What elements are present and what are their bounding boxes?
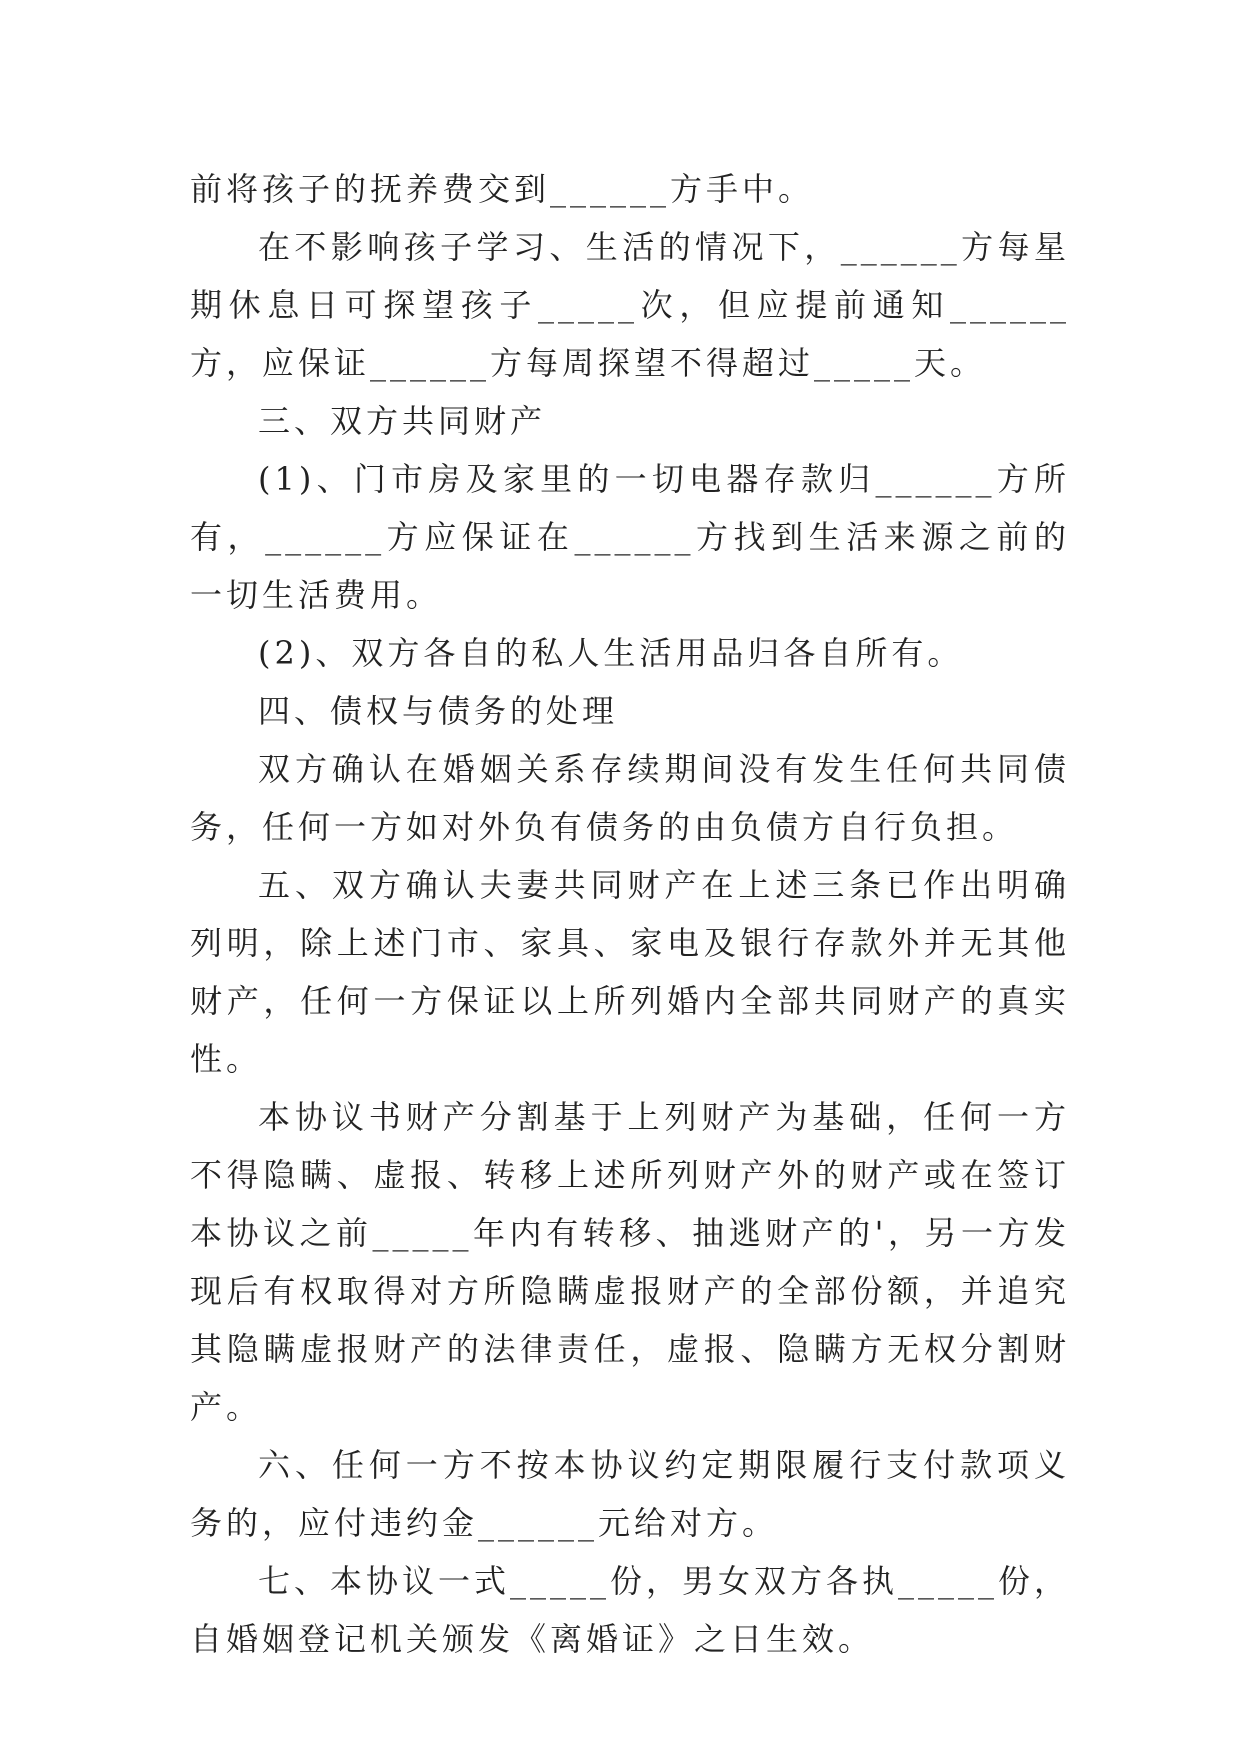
paragraph-section-seven: 七、本协议一式_____份，男女双方各执_____份，自婚姻登记机关颁发《离婚证》之日生效。 <box>190 1562 1071 1658</box>
paragraph-debts: 双方确认在婚姻关系存续期间没有发生任何共同债务，任何一方如对外负有债务的由负债方自行负担。 <box>190 750 1070 846</box>
section-heading-debts: 四、债权与债务的处理 <box>258 692 619 730</box>
paragraph-property-item-2: (2)、双方各自的私人生活用品归各自所有。 <box>258 634 964 672</box>
document-body <box>190 160 1070 1668</box>
paragraph-section-five: 五、双方确认夫妻共同财产在上述三条已作出明确列明，除上述门市、家具、家电及银行存款外并无其他财产，任何一方保证以上所列婚内全部共同财产的真实性。 <box>190 866 1070 1078</box>
paragraph-visitation: 在不影响孩子学习、生活的情况下，______方每星期休息日可探望孩子_____次，但应提前通知______方，应保证______方每周探望不得超过_____天。 <box>190 228 1070 382</box>
paragraph-child-support-payment: 前将孩子的抚养费交到______方手中。 <box>190 170 815 208</box>
paragraph-property-division: 本协议书财产分割基于上列财产为基础，任何一方不得隐瞒、虚报、转移上述所列财产外的财产或在签订本协议之前_____年内有转移、抽逃财产的'，另一方发现后有权取得对方所隐瞒虚报财产的全部份额，并追究其隐瞒虚报财产的法律责任，虚报、隐瞒方无权分割财产。 <box>190 1098 1070 1426</box>
paragraph-section-six: 六、任何一方不按本协议约定期限履行支付款项义务的，应付违约金______元给对方。 <box>190 1446 1070 1542</box>
paragraph-property-item-1: (1)、门市房及家里的一切电器存款归______方所有，______方应保证在______方找到生活来源之前的一切生活费用。 <box>190 460 1070 614</box>
section-heading-joint-property: 三、双方共同财产 <box>258 402 547 440</box>
